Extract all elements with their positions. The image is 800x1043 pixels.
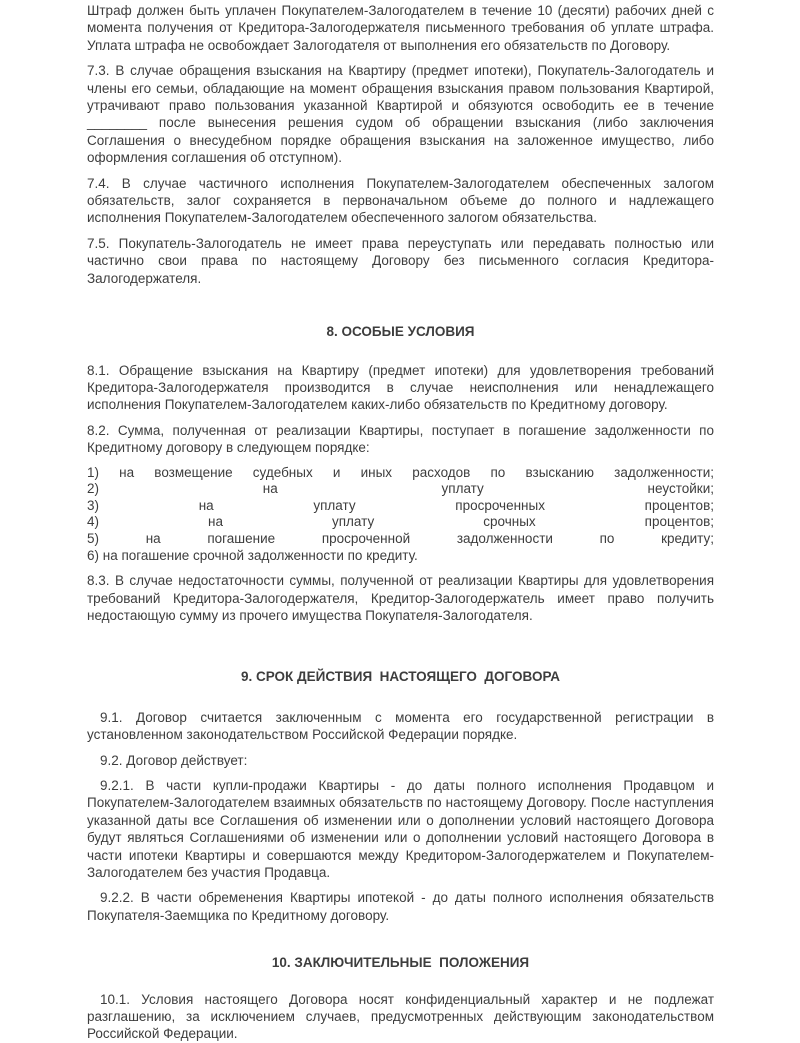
list-item-3: 3) на уплату просроченных процентов; <box>87 497 714 513</box>
section-heading-9-contract-term: 9. СРОК ДЕЙСТВИЯ НАСТОЯЩЕГО ДОГОВОРА <box>240 669 561 685</box>
paragraph-9-1: 9.1. Договор считается заключенным с момента его государственной регистрации в установленном законодательством Российской Федерации порядке. <box>87 709 714 743</box>
list-item-5: 5) на погашение просроченной задолженности по кредиту; <box>87 530 714 546</box>
list-item-2: 2) на уплату неустойки; <box>87 481 714 497</box>
paragraph-7-2-continued: Штраф должен быть уплачен Покупателем-Залогодателем в течение 10 (десяти) рабочих дней с момента получения от Кредитора-Залогодержателя письменного требования об уплате штрафа. Уплата штрафа не освобождает Залогодателя от выполнения его обязательств по Договору. <box>87 3 714 53</box>
list-item-4: 4) на уплату срочных процентов; <box>87 514 714 530</box>
list-item-1: 1) на возмещение судебных и иных расходов по взысканию задолженности; <box>87 464 714 480</box>
paragraph-8-3: 8.3. В случае недостаточности суммы, полученной от реализации Квартиры для удовлетворения требований Кредитора-Залогодержателя, Кредитор-Залогодержатель имеет право получить недостающую сумму из прочего имущества Покупателя-Залогодателя. <box>87 573 714 623</box>
section-heading-10-final-provisions: 10. ЗАКЛЮЧИТЕЛЬНЫЕ ПОЛОЖЕНИЯ <box>271 955 530 971</box>
paragraph-9-2-1: 9.2.1. В части купли-продажи Квартиры - до даты полного исполнения Продавцом и Покупателем-Залогодателем взаимных обязательств по настоящему Договору. После наступления указанной даты все Соглашения об изменении или о дополнении условий настоящего Договора будут являться Соглашениями об изменении или о дополнении условий настоящего Договора в части ипотеки Квартиры и совершаются между Кредитором-Залогодержателем и Покупателем-Залогодателем без участия Продавца. <box>87 777 714 880</box>
repayment-order-list <box>87 465 714 565</box>
paragraph-7-4: 7.4. В случае частичного исполнения Покупателем-Залогодателем обеспеченных залогом обязательств, залог сохраняется в первоначальном объеме до полного и надлежащего исполнения Покупателем-Залогодателем обеспеченного залогом обязательства. <box>87 175 714 226</box>
paragraph-7-3: 7.3. В случае обращения взыскания на Квартиру (предмет ипотеки), Покупатель-Залогодатель и члены его семьи, обладающие на момент обращения взыскания правом пользования Квартирой, утрачивают право пользования указанной Квартирой и обязуются освободить ее в течение ________ после вынесения решения судом об обращении взыскания (либо заключения Соглашения о внесудебном порядке обращения взыскания на заложенное имущество, либо оформления соглашения об отступном). <box>87 63 714 166</box>
section-heading-8-special-conditions: 8. ОСОБЫЕ УСЛОВИЯ <box>326 324 475 340</box>
paragraph-9-2-2: 9.2.2. В части обременения Квартиры ипотекой - до даты полного исполнения обязательств Покупателя-Заемщика по Кредитному договору. <box>87 890 714 923</box>
list-item-6: 6) на погашение срочной задолженности по кредиту. <box>87 547 418 563</box>
paragraph-8-1: 8.1. Обращение взыскания на Квартиру (предмет ипотеки) для удовлетворения требований Кредитора-Залогодержателя производится в случае неисполнения или ненадлежащего исполнения Покупателем-Залогодателем каких-либо обязательств по Кредитному договору. <box>87 362 714 413</box>
paragraph-9-2: 9.2. Договор действует: <box>100 752 248 768</box>
paragraph-10-1: 10.1. Условия настоящего Договора носят конфиденциальный характер и не подлежат разглашению, за исключением случаев, предусмотренных действующим законодательством Российской Федерации. <box>87 991 714 1042</box>
paragraph-7-5: 7.5. Покупатель-Залогодатель не имеет права переуступать или передавать полностью или частично свои права по настоящему Договору без письменного согласия Кредитора-Залогодержателя. <box>87 235 714 286</box>
paragraph-8-2: 8.2. Сумма, полученная от реализации Квартиры, поступает в погашение задолженности по Кредитному договору в следующем порядке: <box>87 422 714 456</box>
